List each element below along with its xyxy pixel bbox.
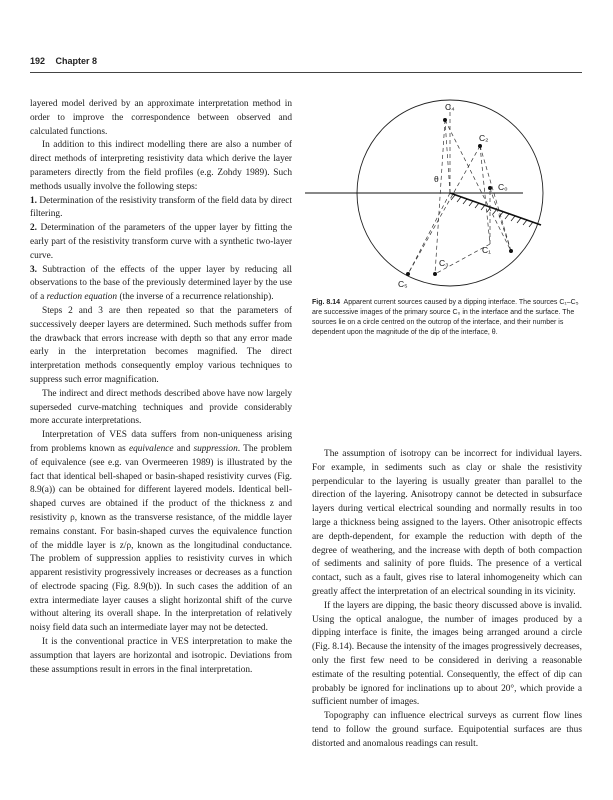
term-equivalence: equivalence	[128, 443, 174, 454]
source-c1	[509, 249, 513, 253]
source-c4	[443, 118, 447, 122]
paragraph: In addition to this indirect modelling there are also a number of direct methods of interpreting resistivity data which derive the layer parameters directly from the field profiles (e.g. Zohdy 1989). Such methods usually involve the following steps:	[30, 140, 292, 192]
paragraph	[30, 429, 292, 636]
header-rule	[30, 72, 582, 73]
running-header	[30, 56, 97, 66]
step-text: Subtraction of the effects of the upper layer by reducing all observations to the base of the previously determined layer by the use of a	[30, 264, 292, 303]
text-run: . The problem of equivalence (see e.g. van Overmeeren 1989) is illustrated by the fact that identical bell-shaped or basin-shaped resistivity curves (Fig. 8.9(a)) can be obtained for different layered models. Identical bell-shaped curves are obtained if the product of the thickness z and resistivity ρ, known as the transverse resistance, of the middle layer remains constant. For basin-shaped curves the equivalence function of the middle layer is z/ρ, known as the longitudinal conductance. The problem of suppression applies to resistivity curves in which apparent resistivity progressively increases or decreases as a function of electrode spacing (Fig. 8.9(b)). In such cases the addition of an extra intermediate layer causes a slight horizontal shift of the curve without altering its overall shape. In the interpretation of relatively noisy field data such an intermediate layer may not be detected.	[30, 443, 292, 634]
step-text-end: (the inverse of a recurrence relationship).	[117, 292, 274, 303]
label-c1: C₁	[482, 245, 492, 255]
left-column	[30, 98, 292, 677]
label-c2: C₂	[479, 133, 489, 143]
paragraph: If the layers are dipping, the basic theory discussed above is invalid. Using the optical analogue, the number of images produced by a dipping interface is finite, the images being arranged around a circle (Fig. 8.14). Because the intensity of the images progressively decreases, only the first few need to be considered in deriving a reasonable estimate of the resulting potential. Consequently, the effect of dip can probably be ignored for inclinations up to about 20°, which provide a sufficient number of images.	[312, 600, 582, 708]
figure-8-14	[305, 96, 585, 296]
step-term: reduction equation	[46, 292, 118, 303]
text-run: and	[173, 443, 194, 454]
step-1	[30, 195, 292, 223]
source-c2	[478, 144, 482, 148]
label-c5: C₅	[398, 279, 408, 289]
caption-label: Fig. 8.14	[312, 299, 341, 306]
text-run: Interpretation of VES data suffers from non-uniqueness arising from problems known as	[30, 430, 292, 454]
step-number: 2.	[30, 223, 38, 234]
term-suppression: suppression	[193, 443, 238, 454]
caption-text: Apparent current sources caused by a dipping interface. The sources C₁–C₅ are successive images of the primary source C₀ in the interface and the surface. The sources lie on a circle centred on the outcrop of the interface, and their number is dependent upon the magnitude of the dip of the interface, θ.	[312, 299, 579, 336]
chapter-title: Chapter 8	[55, 56, 98, 66]
page-number: 192	[30, 56, 46, 66]
construction-lines	[408, 104, 511, 274]
label-theta: θ	[434, 174, 439, 184]
source-c5	[406, 272, 410, 276]
paragraph: The indirect and direct methods described above have now largely superseded curve-matching techniques and provide considerably more accurate interpretations.	[30, 388, 292, 427]
paragraph: Topography can influence electrical surveys as current flow lines tend to follow the ground surface. Equipotential surfaces are thus distorted and anomalous readings can result.	[312, 711, 582, 749]
step-text: Determination of the parameters of the upper layer by fitting the early part of the resistivity transform curve with a synthetic two-layer curve.	[30, 223, 292, 261]
interface-hatching	[451, 195, 533, 227]
paragraph: It is the conventional practice in VES interpretation to make the assumption that layers are horizontal and isotropic. Deviations from these assumptions result in errors in the final interpretation.	[30, 637, 292, 675]
label-c4: C₄	[445, 102, 455, 112]
paragraph: layered model derived by an approximate interpretation method in order to improve the correspondence between observed and calculated functions.	[30, 99, 292, 137]
step-3	[30, 264, 292, 305]
step-text: Determination of the resistivity transform of the field data by direct filtering.	[30, 195, 292, 220]
right-column	[312, 448, 582, 752]
label-c0: C₀	[498, 182, 508, 192]
step-number: 3.	[30, 264, 38, 275]
source-c0	[488, 186, 492, 190]
label-c3: C₃	[439, 258, 449, 268]
paragraph: The assumption of isotropy can be incorrect for individual layers. For example, in sediments such as clay or shale the resistivity perpendicular to the layering is usually greater than parallel to the direction of the layering. Anisotropy cannot be detected in subsurface layers during vertical electrical sounding and normally results in too large a thickness being assigned to the layers. Other anisotropic effects are depth-dependent, for example the reduction with depth of the degree of weathering, and the increase with depth of both compaction of sediments and salinity of pore fluids. The presence of a vertical contact, such as a fault, gives rise to lateral inhomogeneity which can greatly affect the interpretation of an electrical sounding in its vicinity.	[312, 449, 582, 597]
source-c3	[433, 272, 437, 276]
step-2	[30, 222, 292, 263]
paragraph: Steps 2 and 3 are then repeated so that the parameters of successively deeper layers are determined. Such methods suffer from the drawback that errors increase with depth so that any error made early in the interpretation becomes magnified. The direct interpretation methods consequently employ various techniques to suppress such error magnification.	[30, 305, 292, 385]
step-number: 1.	[30, 195, 38, 206]
figure-caption	[312, 298, 582, 338]
